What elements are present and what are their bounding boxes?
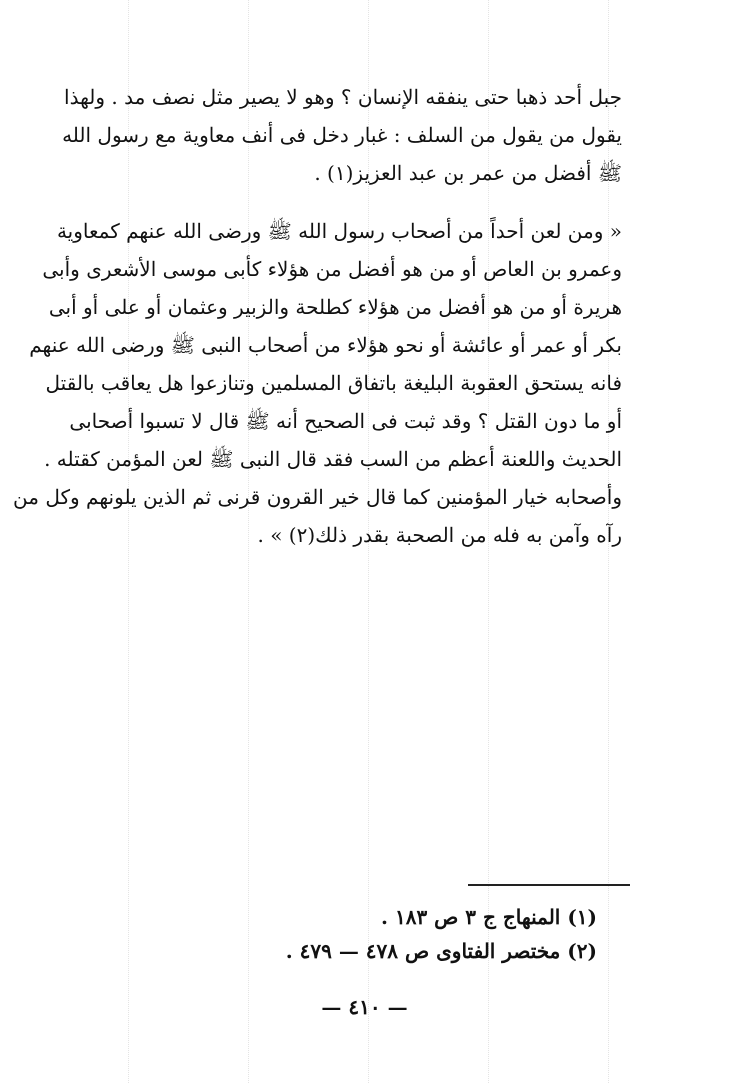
text-line: « ومن لعن أحداً من أصحاب رسول الله ﷺ ورضى الله عنهم كمعاوية xyxy=(56,219,622,243)
footnotes xyxy=(197,900,597,968)
text-line: يقول من يقول من السلف : غبار دخل فى أنف معاوية مع رسول الله xyxy=(62,123,622,147)
text-line: ﷺ أفضل من عمر بن عبد العزيز(١) . xyxy=(314,161,622,185)
text-line: رآه وآمن به فله من الصحبة بقدر ذلك(٢) » . xyxy=(257,523,622,547)
page-number: — ٤١٠ — xyxy=(321,995,408,1019)
text-line: الحديث واللعنة أعظم من السب فقد قال النبى ﷺ لعن المؤمن كقتله . xyxy=(44,447,622,471)
text-line: جبل أحد ذهبا حتى ينفقه الإنسان ؟ وهو لا يصير مثل نصف مد . ولهذا xyxy=(64,85,622,109)
text-line: وأصحابه خيار المؤمنين كما قال خير القرون قرنى ثم الذين يلونهم وكل من xyxy=(13,485,622,509)
text-line: أو ما دون القتل ؟ وقد ثبت فى الصحيح أنه ﷺ قال لا تسبوا أصحابى xyxy=(69,409,622,433)
paragraph-2 xyxy=(13,212,622,554)
paragraph-1 xyxy=(62,78,622,192)
footnote: (٢) مختصر الفتاوى ص ٤٧٨ — ٤٧٩ . xyxy=(285,939,597,963)
footnote-divider xyxy=(468,884,630,886)
text-line: وعمرو بن العاص أو من هو أفضل من هؤلاء كأبى موسى الأشعرى وأبى xyxy=(42,257,622,281)
text-line: فانه يستحق العقوبة البليغة باتفاق المسلمين وتنازعوا هل يعاقب بالقتل xyxy=(45,371,622,395)
text-line: بكر أو عمر أو عائشة أو نحو هؤلاء من أصحاب النبى ﷺ ورضى الله عنهم xyxy=(29,333,622,357)
text-line: هريرة أو من هو أفضل من هؤلاء كطلحة والزبير وعثمان أو على أو أبى xyxy=(48,295,622,319)
footnote: (١) المنهاج ج ٣ ص ١٨٣ . xyxy=(381,905,597,929)
